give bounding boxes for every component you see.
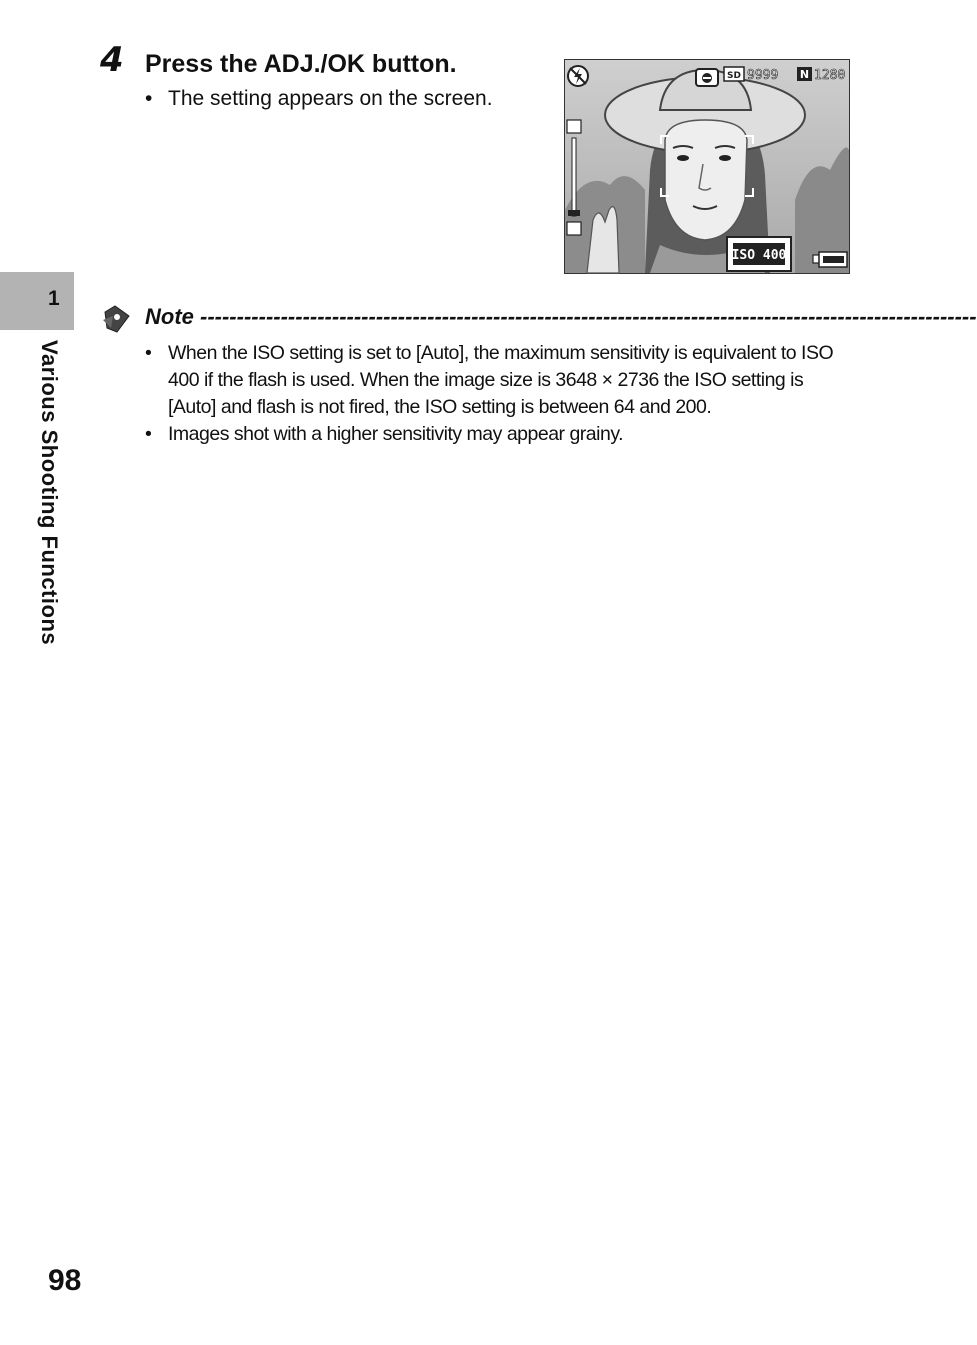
face [665, 120, 747, 240]
image-size: 1280 [814, 68, 846, 83]
note-item: • Images shot with a higher sensitivity may appear grainy. [145, 421, 855, 448]
zoom-wide-icon [567, 222, 581, 235]
note-heading-text: Note [145, 304, 194, 329]
camera-mode-icon [696, 69, 718, 86]
camera-screen-illustration [564, 59, 850, 274]
right-eye [719, 155, 731, 161]
zoom-tele-icon [567, 120, 581, 133]
chapter-title: Various Shooting Functions [37, 340, 62, 646]
camera-screen-svg [565, 60, 849, 273]
quality-label: N [799, 68, 810, 81]
flash-off-icon [568, 66, 588, 86]
step-number: 4 [100, 40, 124, 80]
note-pen-icon [101, 304, 131, 334]
iso-value: ISO 400 [731, 248, 787, 263]
left-eye [677, 155, 689, 161]
page-number: 98 [48, 1264, 82, 1297]
chapter-number: 1 [48, 287, 60, 310]
sd-card-icon [724, 67, 744, 81]
zoom-position [568, 210, 580, 216]
step-bullet-text: The setting appears on the screen. [168, 87, 493, 110]
note-item: • When the ISO setting is set to [Auto], the maximum sensitivity is equivalent to ISO 400 if the flash is used. When the image size is 3648 × 2736 the ISO setting is [Auto] and flash is not fired, the ISO setting is between 64 and 200. [145, 340, 855, 421]
sd-card-label: SD [727, 71, 741, 81]
note-list [145, 340, 855, 448]
chapter-tab [0, 272, 74, 330]
step-title: Press the ADJ./OK button. [145, 50, 457, 78]
quality-normal-icon [797, 67, 812, 81]
step-bullet: • The setting appears on the screen. [145, 87, 493, 110]
iso-indicator [727, 237, 791, 271]
shots-remaining: 9999 [747, 68, 779, 83]
note-heading: Note ---------------------------------------------------------------------------------------------------------- [145, 304, 977, 329]
